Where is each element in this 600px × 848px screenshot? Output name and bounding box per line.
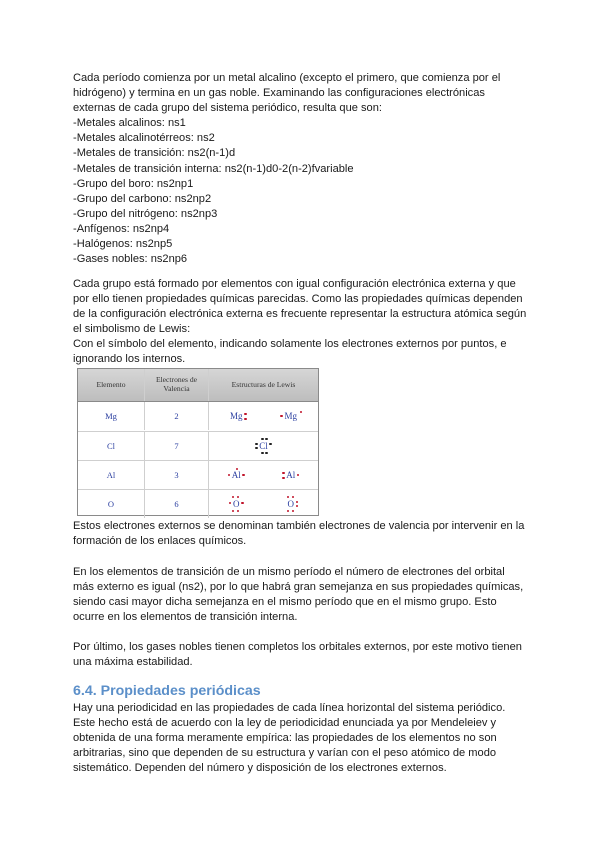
table-row [78, 489, 318, 518]
text-line: de la configuración electrónica externa es frecuente representar la estructura atómica según [73, 308, 527, 321]
lewis-symbol: Mg [279, 408, 302, 424]
paragraph-configurations [73, 71, 533, 267]
list-item: -Anfígenos: ns2np4 [73, 222, 170, 235]
list-item: -Grupo del carbono: ns2np2 [73, 192, 212, 205]
table-header-row [78, 369, 318, 402]
element-cell: Cl [78, 432, 145, 460]
valence-cell: 3 [145, 461, 209, 489]
text-line: Hay una periodicidad en las propiedades de cada línea horizontal del sistema periódico. [73, 702, 506, 714]
valence-cell: 7 [145, 432, 209, 460]
lewis-cell [209, 461, 318, 489]
text-line: En los elementos de transición de un mismo período el número de electrones del orbital [73, 566, 505, 578]
element-cell: O [78, 490, 145, 518]
table-row [78, 431, 318, 460]
text-line: Con el símbolo del elemento, indicando solamente los electrones externos por puntos, e [73, 338, 507, 351]
text-line: Este hecho está de acuerdo con la ley de periodicidad enunciada ya por Mendeleiev y [73, 717, 497, 730]
paragraph-valence [73, 519, 533, 549]
list-item: -Metales alcalinotérreos: ns2 [73, 132, 215, 145]
text-line: ocurre en los elementos de transición interna. [73, 611, 298, 624]
table-row [78, 460, 318, 489]
text-line: externas de cada grupo del sistema periódico, resulta que son: [73, 102, 382, 115]
lewis-symbol: O [283, 496, 300, 512]
text-line: siendo casi mayor dicha semejanza en el mismo período que en el mismo grupo. Esto [73, 596, 497, 609]
paragraph-periodic-properties [73, 701, 533, 776]
list-item: -Metales alcalinos: ns1 [73, 117, 186, 130]
lewis-symbol: Cl [254, 438, 273, 454]
text-line: obtenida de una forma meramente empírica: las propiedades de los elementos no son [73, 732, 497, 745]
header-lewis: Estructuras de Lewis [231, 379, 296, 389]
list-item: -Metales de transición: ns2(n-1)d [73, 147, 236, 160]
table-row [78, 402, 318, 430]
valence-cell: 2 [145, 402, 209, 430]
text-line: Estos electrones externos se denominan también electrones de valencia por intervenir en la [73, 520, 525, 532]
text-line: formación de los enlaces químicos. [73, 535, 247, 548]
paragraph-lewis-intro [73, 277, 533, 368]
lewis-structures-table [77, 368, 319, 516]
lewis-symbol: Mg [225, 408, 248, 424]
valence-cell: 6 [145, 490, 209, 518]
text-line: Por último, los gases nobles tienen completos los orbitales externos, por este motivo tienen [73, 641, 522, 653]
lewis-symbol: O [228, 496, 245, 512]
lewis-symbol: Al [281, 467, 300, 483]
text-line: Cada período comienza por un metal alcalino (excepto el primero, que comienza por el [73, 72, 501, 84]
list-item: -Metales de transición interna: ns2(n-1)d0-2(n-2)fvariable [73, 162, 354, 175]
text-line: el simbolismo de Lewis: [73, 323, 191, 336]
section-heading: 6.4. Propiedades periódicas [73, 683, 261, 699]
text-line: hidrógeno) y termina en un gas noble. Examinando las configuraciones electrónicas [73, 87, 485, 100]
text-line: ignorando los internos. [73, 353, 186, 366]
text-line: Cada grupo está formado por elementos con igual configuración electrónica externa y que [73, 278, 516, 290]
header-valence: Electrones de Valencia [145, 369, 209, 401]
lewis-cell [209, 402, 318, 430]
element-cell: Mg [78, 402, 145, 430]
list-item: -Halógenos: ns2np5 [73, 238, 173, 251]
list-item: -Grupo del nitrógeno: ns2np3 [73, 207, 218, 220]
list-item: -Gases nobles: ns2np6 [73, 253, 188, 266]
text-line: por ello tienen propiedades químicas parecidas. Como las propiedades químicas dependen [73, 293, 523, 306]
paragraph-noble-gases [73, 640, 533, 670]
list-item: -Grupo del boro: ns2np1 [73, 177, 194, 190]
text-line: más externo es igual (ns2), por lo que habrá gran semejanza en sus propiedades químicas, [73, 581, 524, 594]
lewis-cell [209, 490, 318, 518]
text-line: una máxima estabilidad. [73, 656, 193, 669]
text-line: arbitrarias, sino que dependen de su estructura y varían con el peso atómico de modo [73, 747, 497, 760]
paragraph-transition [73, 565, 533, 625]
header-element: Elemento [78, 369, 145, 401]
element-cell: Al [78, 461, 145, 489]
lewis-cell [209, 432, 318, 460]
lewis-symbol: Al [227, 467, 246, 483]
text-line: sistemático. Dependen del número y disposición de los electrones externos. [73, 762, 447, 775]
